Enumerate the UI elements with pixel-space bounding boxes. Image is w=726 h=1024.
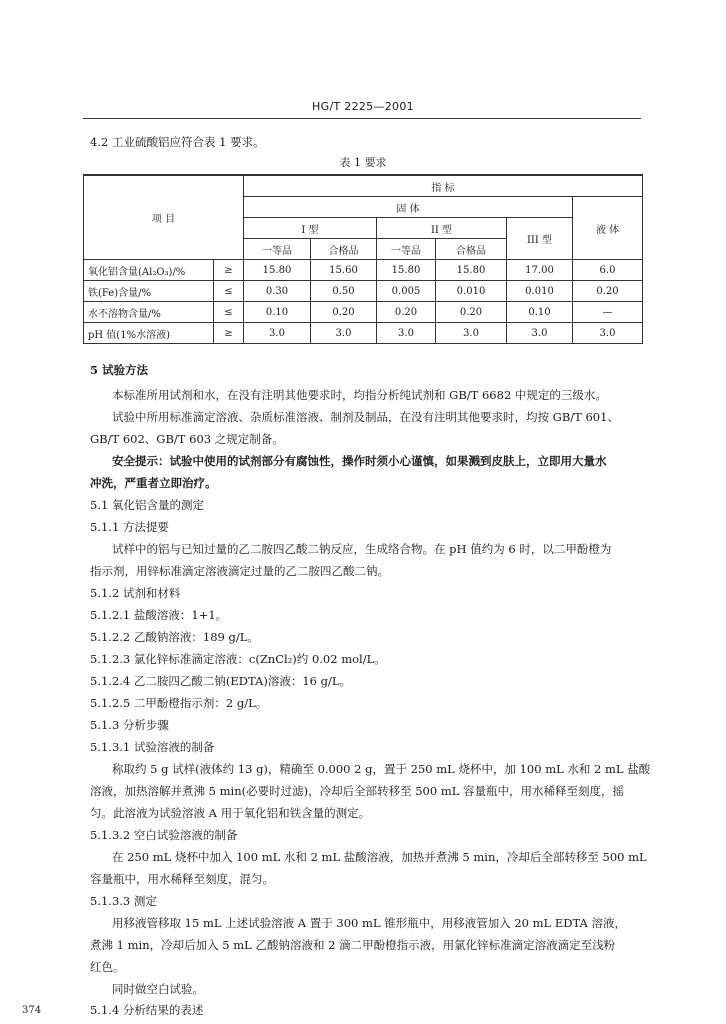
cell: 17.00 [507, 260, 573, 281]
paragraph: 试验中所用标准滴定溶液、杂质标准溶液、制剂及制品，在没有注明其他要求时，均按 GB/T 601、 [112, 410, 619, 424]
paragraph: 煮沸 1 min，冷却后加入 5 mL 乙酸钠溶液和 2 滴二甲酚橙指示液，用氯化锌标准滴定溶液滴定至浅粉 [90, 938, 616, 952]
table-row [84, 323, 643, 344]
cell: 0.20 [573, 281, 643, 302]
header-type-3: III 型 [507, 218, 573, 260]
row-label: 水不溶物含量/% [84, 302, 214, 323]
table-row [84, 302, 643, 323]
row-label: 氧化铝含量(Al₂O₃)/% [84, 260, 214, 281]
paragraph: 同时做空白试验。 [112, 982, 204, 996]
reagent-item: 5.1.2.5 二甲酚橙指示剂：2 g/L。 [90, 696, 268, 710]
heading-5-1-3-3: 5.1.3.3 测定 [90, 894, 157, 908]
paragraph: 红色。 [90, 960, 125, 974]
paragraph: 匀。此溶液为试验溶液 A 用于氧化铝和铁含量的测定。 [90, 806, 371, 820]
cell: 6.0 [573, 260, 643, 281]
cell: 3.0 [311, 323, 377, 344]
cell: 0.10 [507, 302, 573, 323]
heading-5-1-3-1: 5.1.3.1 试验溶液的制备 [90, 740, 215, 754]
row-comparator: ≤ [214, 302, 244, 323]
row-comparator: ≥ [214, 323, 244, 344]
paragraph: 指示剂，用锌标准滴定溶液滴定过量的乙二胺四乙酸二钠。 [90, 564, 389, 578]
clause-4-2: 4.2 工业硫酸铝应符合表 1 要求。 [90, 135, 265, 149]
cell: 15.60 [311, 260, 377, 281]
heading-5-1-1: 5.1.1 方法提要 [90, 520, 169, 534]
grade-ok-2: 合格品 [436, 239, 507, 260]
cell: 0.20 [436, 302, 507, 323]
paragraph: 称取约 5 g 试样(液体约 13 g)，精确至 0.000 2 g，置于 250 mL 烧杯中，加 100 mL 水和 2 mL 盐酸 [112, 762, 651, 776]
cell: — [573, 302, 643, 323]
safety-notice: 安全提示：试验中使用的试剂部分有腐蚀性，操作时须小心谨慎，如果溅到皮肤上，立即用大量水 [112, 454, 607, 468]
paragraph: 溶液，加热溶解并煮沸 5 min(必要时过滤)，冷却后全部转移至 500 mL 容量瓶中，用水稀释至刻度，摇 [90, 784, 625, 798]
reagent-item: 5.1.2.4 乙二胺四乙酸二钠(EDTA)溶液：16 g/L。 [90, 674, 351, 688]
cell: 3.0 [436, 323, 507, 344]
safety-notice: 冲洗，严重者立即治疗。 [90, 476, 217, 490]
cell: 0.005 [377, 281, 436, 302]
grade-ok-1: 合格品 [311, 239, 377, 260]
page-number: 374 [22, 1005, 42, 1016]
paragraph: 试样中的铝与已知过量的乙二胺四乙酸二钠反应，生成络合物。在 pH 值约为 6 时，以二甲酚橙为 [112, 542, 612, 556]
cell: 0.30 [244, 281, 311, 302]
standard-number-header: HG/T 2225—2001 [312, 100, 414, 113]
row-comparator: ≥ [214, 260, 244, 281]
paragraph: 在 250 mL 烧杯中加入 100 mL 水和 2 mL 盐酸溶液，加热并煮沸 5 min，冷却后全部转移至 500 mL [112, 850, 647, 864]
heading-5-1-3-2: 5.1.3.2 空白试验溶液的制备 [90, 828, 238, 842]
paragraph: 容量瓶中，用水稀释至刻度，混匀。 [90, 872, 274, 886]
cell: 0.10 [244, 302, 311, 323]
table-row [84, 260, 643, 281]
reagent-item: 5.1.2.3 氯化锌标准滴定溶液：c(ZnCl₂)约 0.02 mol/L。 [90, 652, 386, 666]
header-index: 指 标 [244, 175, 643, 197]
cell: 3.0 [377, 323, 436, 344]
heading-5-1-2: 5.1.2 试剂和材料 [90, 586, 181, 600]
cell: 15.80 [436, 260, 507, 281]
cell: 3.0 [244, 323, 311, 344]
heading-5-1-3: 5.1.3 分析步骤 [90, 718, 169, 732]
heading-5-1-4: 5.1.4 分析结果的表述 [90, 1003, 204, 1017]
row-label: 铁(Fe)含量/% [84, 281, 214, 302]
header-divider [83, 118, 641, 119]
header-type-1: I 型 [244, 218, 377, 239]
row-label: pH 值(1%水溶液) [84, 323, 214, 344]
paragraph: 本标准所用试剂和水，在没有注明其他要求时，均指分析纯试剂和 GB/T 6682 中规定的三级水。 [112, 388, 607, 402]
header-solid: 固 体 [244, 197, 573, 218]
row-comparator: ≤ [214, 281, 244, 302]
heading-5-1: 5.1 氧化铝含量的测定 [90, 498, 204, 512]
cell: 0.50 [311, 281, 377, 302]
paragraph: GB/T 602、GB/T 603 之规定制备。 [90, 432, 284, 446]
cell: 0.20 [377, 302, 436, 323]
cell: 0.010 [436, 281, 507, 302]
table-caption: 表 1 要求 [339, 156, 387, 169]
reagent-item: 5.1.2.1 盐酸溶液：1+1。 [90, 608, 228, 622]
cell: 3.0 [507, 323, 573, 344]
grade-first-2: 一等品 [377, 239, 436, 260]
cell: 15.80 [377, 260, 436, 281]
cell: 0.010 [507, 281, 573, 302]
grade-first-1: 一等品 [244, 239, 311, 260]
cell: 15.80 [244, 260, 311, 281]
requirements-table [83, 174, 643, 344]
header-type-2: II 型 [377, 218, 507, 239]
header-item: 项 目 [84, 175, 244, 260]
table-row [84, 281, 643, 302]
section-5-title: 5 试验方法 [90, 363, 149, 377]
header-liquid: 液 体 [573, 197, 643, 260]
reagent-item: 5.1.2.2 乙酸钠溶液：189 g/L。 [90, 630, 259, 644]
cell: 3.0 [573, 323, 643, 344]
paragraph: 用移液管移取 15 mL 上述试验溶液 A 置于 300 mL 锥形瓶中，用移液管加入 20 mL EDTA 溶液， [112, 916, 626, 930]
cell: 0.20 [311, 302, 377, 323]
